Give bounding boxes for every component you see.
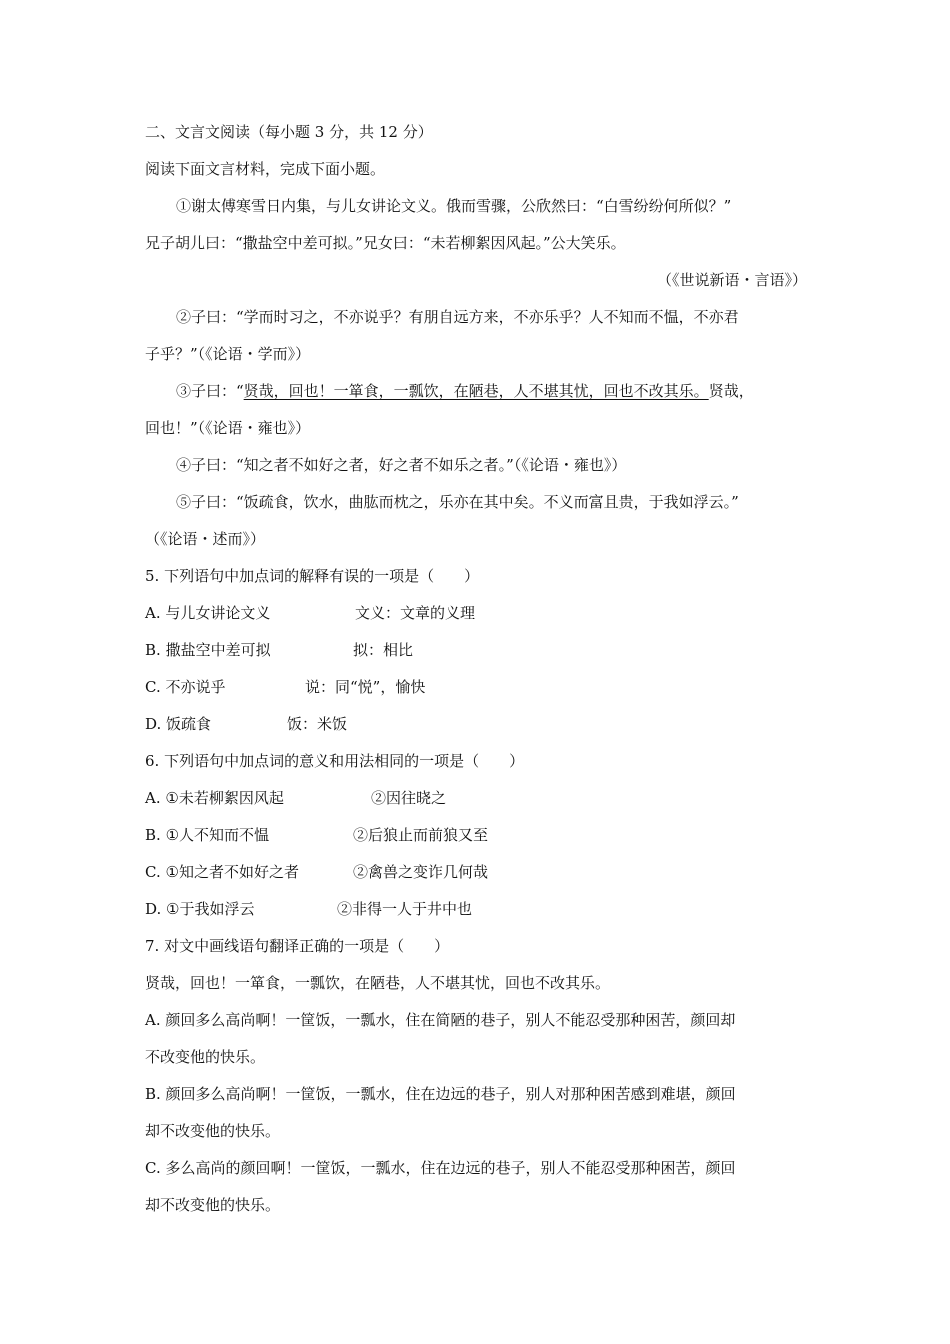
passage-2-line-1: ②子曰：“学而时习之，不亦说乎？有朋自远方来，不亦乐乎？人不知而不愠，不亦君: [176, 308, 739, 326]
question-6-stem: 6. 下列语句中加点词的意义和用法相同的一项是（ ）: [145, 752, 525, 770]
passage-1-line-1: ①谢太傅寒雪日内集，与儿女讲论文义。俄而雪骤，公欣然曰：“白雪纷纷何所似？”: [176, 197, 732, 215]
option-sentence: 撒盐空中差可拟: [165, 641, 271, 659]
passage-5-line-1: ⑤子曰：“饭疏食，饮水，曲肱而枕之，乐亦在其中矣。不义而富且贵，于我如浮云。”: [176, 493, 739, 511]
question-7-stem: 7. 对文中画线语句翻译正确的一项是（ ）: [145, 937, 450, 955]
q5-option-a: [145, 595, 807, 632]
passage-3-line-2: 回也！”（《论语・雍也》）: [145, 419, 311, 437]
option-sentence: ①知之者不如好之者: [165, 863, 299, 881]
q7-option-b-line-2: 却不改变他的快乐。: [145, 1122, 281, 1140]
passage-3-line-1: [145, 373, 807, 410]
question-5-stem: 5. 下列语句中加点词的解释有误的一项是（ ）: [145, 567, 480, 585]
q7-option-c-line-2: 却不改变他的快乐。: [145, 1196, 281, 1214]
underlined-sentence: 贤哉，回也！一箪食，一瓢饮，在陋巷，人不堪其忧，回也不改其乐。: [243, 382, 709, 400]
passage-1-source: （《世说新语・言语》）: [656, 271, 807, 289]
option-label: A.: [145, 789, 161, 807]
option-label: B.: [145, 641, 161, 659]
passage-3-suffix: 贤哉，: [708, 382, 754, 400]
passage-2-line-2: 子乎？”（《论语・学而》）: [145, 345, 311, 363]
passage-1-line-2: 兄子胡儿曰：“撒盐空中差可拟。”兄女曰：“未若柳絮因风起。”公大笑乐。: [145, 234, 626, 252]
q6-option-d: [145, 891, 807, 928]
q6-option-b: [145, 817, 807, 854]
q5-option-b: [145, 632, 807, 669]
document-page: [145, 114, 807, 1224]
q7-quote: 贤哉，回也！一箪食，一瓢饮，在陋巷，人不堪其忧，回也不改其乐。: [145, 974, 611, 992]
passage-4-line-1: ④子曰：“知之者不如好之者，好之者不如乐之者。”（《论语・雍也》）: [176, 456, 627, 474]
q6-option-c: [145, 854, 807, 891]
option-label: C.: [145, 863, 161, 881]
option-sentence: ①于我如浮云: [166, 900, 255, 918]
option-note: ②因往晓之: [371, 789, 447, 807]
q7-option-b-line-1: B. 颜回多么高尚啊！一筐饭，一瓢水，住在边远的巷子，别人对那种困苦感到难堪，颜回: [145, 1085, 736, 1103]
option-sentence: ①人不知而不愠: [165, 826, 270, 844]
section-title: 二、文言文阅读（每小题 3 分，共 12 分）: [145, 123, 433, 141]
option-note: ②后狼止而前狼又至: [353, 826, 489, 844]
q7-option-a-line-2: 不改变他的快乐。: [145, 1048, 266, 1066]
option-label: A.: [145, 604, 161, 622]
option-label: C.: [145, 678, 161, 696]
option-sentence: 饭疏食: [166, 715, 212, 733]
option-note: ②非得一人于井中也: [337, 900, 473, 918]
passage-5-line-2: （《论语・述而》）: [145, 530, 266, 548]
option-note: 拟：相比: [353, 641, 414, 659]
option-note: 饭：米饭: [287, 715, 348, 733]
option-label: D.: [145, 900, 162, 918]
option-note: 说：同“悦”，愉快: [305, 678, 426, 696]
passage-3-prefix: ③子曰：“: [176, 382, 244, 400]
q5-option-d: [145, 706, 807, 743]
option-label: B.: [145, 826, 161, 844]
option-label: D.: [145, 715, 162, 733]
option-sentence: 不亦说乎: [165, 678, 226, 696]
option-note: ②禽兽之变诈几何哉: [353, 863, 489, 881]
option-note: 文义：文章的义理: [355, 604, 476, 622]
q5-option-c: [145, 669, 807, 706]
option-sentence: ①未若柳絮因风起: [165, 789, 284, 807]
q6-option-a: [145, 780, 807, 817]
q7-option-c-line-1: C. 多么高尚的颜回啊！一筐饭，一瓢水，住在边远的巷子，别人不能忍受那种困苦，颜回: [145, 1159, 736, 1177]
q7-option-a-line-1: A. 颜回多么高尚啊！一筐饭，一瓢水，住在简陋的巷子，别人不能忍受那种困苦，颜回却: [145, 1011, 736, 1029]
instruction: 阅读下面文言材料，完成下面小题。: [145, 160, 386, 178]
option-sentence: 与儿女讲论文义: [165, 604, 271, 622]
